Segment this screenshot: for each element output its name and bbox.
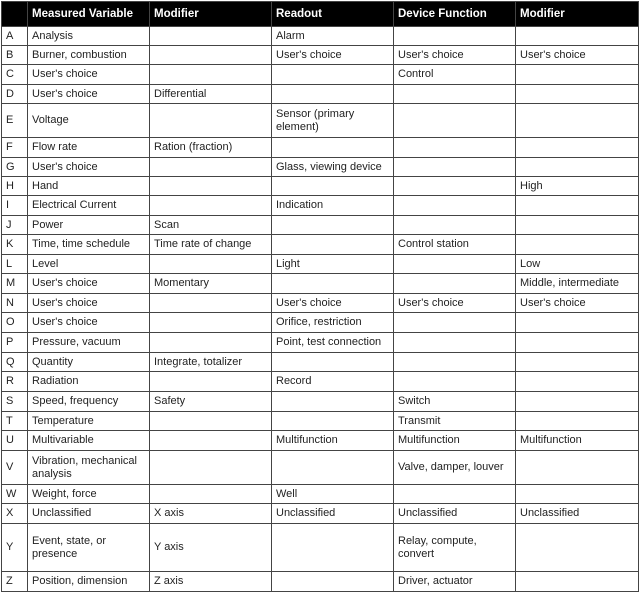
table-row	[2, 294, 639, 313]
cell-modifier: Safety	[150, 392, 272, 412]
cell-measured-variable: Temperature	[28, 412, 150, 431]
cell-letter: B	[2, 46, 28, 65]
cell-device-function: Transmit	[394, 412, 516, 431]
cell-modifier	[150, 451, 272, 485]
cell-measured-variable: Burner, combustion	[28, 46, 150, 65]
cell-function-modifier	[516, 27, 639, 46]
table-row	[2, 485, 639, 504]
table-row	[2, 65, 639, 85]
header-function-modifier: Modifier	[516, 2, 639, 27]
table-row	[2, 104, 639, 138]
cell-readout: Multifunction	[272, 431, 394, 451]
cell-device-function	[394, 333, 516, 353]
cell-readout: Unclassified	[272, 504, 394, 524]
table-row	[2, 451, 639, 485]
cell-letter: N	[2, 294, 28, 313]
cell-letter: W	[2, 485, 28, 504]
cell-letter: H	[2, 177, 28, 196]
cell-modifier: Differential	[150, 85, 272, 104]
cell-device-function: Valve, damper, louver	[394, 451, 516, 485]
cell-function-modifier	[516, 216, 639, 235]
cell-measured-variable: Event, state, or presence	[28, 524, 150, 572]
cell-function-modifier	[516, 333, 639, 353]
cell-device-function	[394, 85, 516, 104]
cell-readout	[272, 138, 394, 158]
cell-device-function: Control station	[394, 235, 516, 255]
cell-function-modifier	[516, 451, 639, 485]
cell-measured-variable: User's choice	[28, 294, 150, 313]
table-row	[2, 255, 639, 274]
table-row	[2, 431, 639, 451]
cell-readout: Sensor (primary element)	[272, 104, 394, 138]
cell-function-modifier	[516, 235, 639, 255]
cell-letter: F	[2, 138, 28, 158]
header-row	[2, 2, 639, 27]
table-row	[2, 177, 639, 196]
cell-measured-variable: User's choice	[28, 313, 150, 333]
cell-letter: V	[2, 451, 28, 485]
cell-device-function: User's choice	[394, 294, 516, 313]
cell-device-function: User's choice	[394, 46, 516, 65]
cell-readout: Record	[272, 372, 394, 392]
header-readout: Readout	[272, 2, 394, 27]
cell-modifier	[150, 196, 272, 216]
cell-readout	[272, 177, 394, 196]
cell-readout: Glass, viewing device	[272, 158, 394, 177]
cell-device-function: Multifunction	[394, 431, 516, 451]
cell-function-modifier	[516, 85, 639, 104]
table-row	[2, 46, 639, 65]
cell-function-modifier	[516, 392, 639, 412]
cell-readout	[272, 524, 394, 572]
cell-device-function	[394, 255, 516, 274]
cell-readout: Light	[272, 255, 394, 274]
table-row	[2, 524, 639, 572]
cell-readout	[272, 412, 394, 431]
table-row	[2, 504, 639, 524]
cell-readout: User's choice	[272, 46, 394, 65]
cell-measured-variable: Multivariable	[28, 431, 150, 451]
cell-function-modifier	[516, 138, 639, 158]
header-modifier: Modifier	[150, 2, 272, 27]
cell-function-modifier: High	[516, 177, 639, 196]
cell-letter: S	[2, 392, 28, 412]
cell-letter: A	[2, 27, 28, 46]
cell-modifier: Momentary	[150, 274, 272, 294]
cell-letter: O	[2, 313, 28, 333]
cell-modifier	[150, 158, 272, 177]
cell-readout	[272, 85, 394, 104]
cell-readout: Alarm	[272, 27, 394, 46]
cell-modifier: X axis	[150, 504, 272, 524]
cell-readout: Point, test connection	[272, 333, 394, 353]
cell-letter: P	[2, 333, 28, 353]
cell-letter: Y	[2, 524, 28, 572]
cell-measured-variable: User's choice	[28, 274, 150, 294]
table-row	[2, 196, 639, 216]
cell-device-function	[394, 138, 516, 158]
cell-measured-variable: Quantity	[28, 353, 150, 372]
cell-letter: C	[2, 65, 28, 85]
cell-letter: R	[2, 372, 28, 392]
cell-measured-variable: User's choice	[28, 65, 150, 85]
cell-letter: Q	[2, 353, 28, 372]
cell-modifier	[150, 372, 272, 392]
cell-function-modifier	[516, 412, 639, 431]
table-row	[2, 158, 639, 177]
cell-function-modifier	[516, 158, 639, 177]
cell-measured-variable: Voltage	[28, 104, 150, 138]
cell-measured-variable: Electrical Current	[28, 196, 150, 216]
cell-readout	[272, 274, 394, 294]
table-row	[2, 216, 639, 235]
cell-measured-variable: Weight, force	[28, 485, 150, 504]
cell-modifier	[150, 104, 272, 138]
cell-readout	[272, 216, 394, 235]
cell-device-function	[394, 372, 516, 392]
cell-function-modifier: Unclassified	[516, 504, 639, 524]
cell-readout	[272, 572, 394, 592]
cell-letter: L	[2, 255, 28, 274]
cell-function-modifier	[516, 196, 639, 216]
cell-letter: G	[2, 158, 28, 177]
cell-device-function	[394, 196, 516, 216]
table-row	[2, 353, 639, 372]
table-body	[2, 27, 639, 592]
cell-modifier	[150, 294, 272, 313]
table-row	[2, 85, 639, 104]
cell-device-function: Unclassified	[394, 504, 516, 524]
cell-readout	[272, 353, 394, 372]
cell-device-function: Relay, compute, convert	[394, 524, 516, 572]
cell-modifier	[150, 412, 272, 431]
cell-function-modifier: User's choice	[516, 46, 639, 65]
cell-letter: J	[2, 216, 28, 235]
cell-modifier: Ration (fraction)	[150, 138, 272, 158]
cell-device-function	[394, 274, 516, 294]
cell-function-modifier	[516, 372, 639, 392]
cell-modifier	[150, 333, 272, 353]
cell-letter: Z	[2, 572, 28, 592]
cell-modifier	[150, 313, 272, 333]
cell-readout: User's choice	[272, 294, 394, 313]
cell-function-modifier: Low	[516, 255, 639, 274]
table-row	[2, 412, 639, 431]
cell-function-modifier	[516, 572, 639, 592]
cell-modifier	[150, 65, 272, 85]
cell-device-function	[394, 104, 516, 138]
cell-measured-variable: Analysis	[28, 27, 150, 46]
header-measured-variable: Measured Variable	[28, 2, 150, 27]
cell-measured-variable: Position, dimension	[28, 572, 150, 592]
cell-readout	[272, 451, 394, 485]
cell-measured-variable: Radiation	[28, 372, 150, 392]
cell-device-function	[394, 313, 516, 333]
cell-modifier: Y axis	[150, 524, 272, 572]
cell-readout: Well	[272, 485, 394, 504]
instrument-letter-table	[1, 1, 639, 592]
cell-device-function	[394, 27, 516, 46]
cell-readout: Orifice, restriction	[272, 313, 394, 333]
cell-letter: I	[2, 196, 28, 216]
header-letter	[2, 2, 28, 27]
cell-device-function	[394, 485, 516, 504]
cell-readout	[272, 235, 394, 255]
table-row	[2, 274, 639, 294]
cell-device-function	[394, 353, 516, 372]
cell-readout	[272, 65, 394, 85]
table-row	[2, 572, 639, 592]
table-row	[2, 392, 639, 412]
cell-function-modifier	[516, 104, 639, 138]
cell-measured-variable: Level	[28, 255, 150, 274]
table-row	[2, 235, 639, 255]
cell-readout: Indication	[272, 196, 394, 216]
cell-measured-variable: Flow rate	[28, 138, 150, 158]
cell-function-modifier	[516, 65, 639, 85]
cell-modifier	[150, 431, 272, 451]
cell-measured-variable: User's choice	[28, 158, 150, 177]
cell-function-modifier	[516, 353, 639, 372]
cell-modifier	[150, 485, 272, 504]
cell-readout	[272, 392, 394, 412]
cell-device-function: Driver, actuator	[394, 572, 516, 592]
cell-function-modifier: Multifunction	[516, 431, 639, 451]
table-row	[2, 27, 639, 46]
table-row	[2, 313, 639, 333]
cell-modifier	[150, 255, 272, 274]
cell-function-modifier	[516, 313, 639, 333]
cell-device-function: Control	[394, 65, 516, 85]
cell-modifier: Time rate of change	[150, 235, 272, 255]
cell-modifier	[150, 46, 272, 65]
cell-function-modifier: Middle, intermediate	[516, 274, 639, 294]
cell-letter: D	[2, 85, 28, 104]
cell-modifier	[150, 27, 272, 46]
cell-measured-variable: Pressure, vacuum	[28, 333, 150, 353]
cell-measured-variable: Speed, frequency	[28, 392, 150, 412]
cell-measured-variable: User's choice	[28, 85, 150, 104]
cell-letter: E	[2, 104, 28, 138]
cell-measured-variable: Time, time schedule	[28, 235, 150, 255]
cell-letter: T	[2, 412, 28, 431]
cell-device-function	[394, 216, 516, 235]
cell-function-modifier: User's choice	[516, 294, 639, 313]
cell-measured-variable: Hand	[28, 177, 150, 196]
cell-letter: K	[2, 235, 28, 255]
table-row	[2, 372, 639, 392]
cell-device-function: Switch	[394, 392, 516, 412]
cell-letter: U	[2, 431, 28, 451]
cell-letter: X	[2, 504, 28, 524]
table-row	[2, 333, 639, 353]
cell-modifier: Scan	[150, 216, 272, 235]
cell-device-function	[394, 158, 516, 177]
cell-modifier	[150, 177, 272, 196]
table-row	[2, 138, 639, 158]
cell-modifier: Integrate, totalizer	[150, 353, 272, 372]
cell-measured-variable: Unclassified	[28, 504, 150, 524]
cell-letter: M	[2, 274, 28, 294]
header-device-function: Device Function	[394, 2, 516, 27]
cell-device-function	[394, 177, 516, 196]
cell-function-modifier	[516, 524, 639, 572]
cell-function-modifier	[516, 485, 639, 504]
cell-measured-variable: Vibration, mechanical analysis	[28, 451, 150, 485]
cell-modifier: Z axis	[150, 572, 272, 592]
cell-measured-variable: Power	[28, 216, 150, 235]
